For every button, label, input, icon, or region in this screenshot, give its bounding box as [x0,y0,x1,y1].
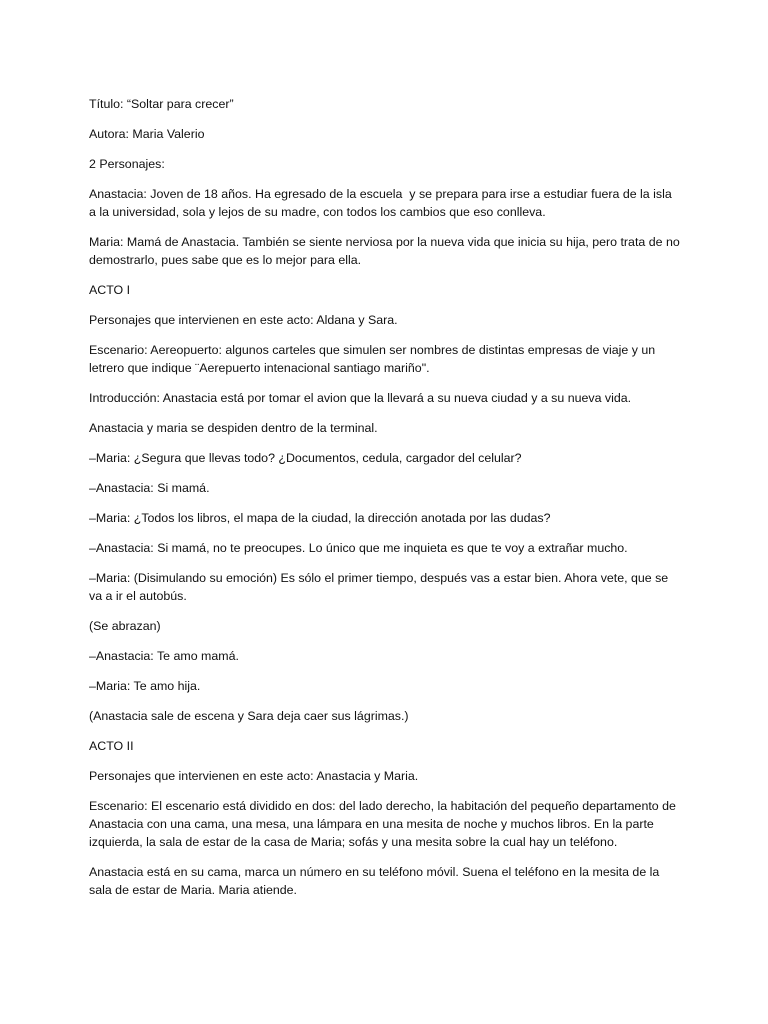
stage-setting: Escenario: El escenario está dividido en dos: del lado derecho, la habitación del pequeño departamento de Anastacia con una cama, una mesa, una lámpara en una mesita de noche y muchos libros. En la parte izquierda, la sala de estar de la casa de Maria; sofás y una mesita sobre la cual hay un teléfono. [89,799,679,849]
dialogue-line: –Maria: Te amo hija. [89,679,201,693]
act-heading: ACTO I [89,283,131,297]
document-page [89,95,684,911]
author-line: Autora: Maria Valerio [89,127,205,141]
character-anastacia: Anastacia: Joven de 18 años. Ha egresado de la escuela y se prepara para irse a estudiar fuera de la isla a la universidad, sola y lejos de su madre, con todos los cambios que eso conlleva. [89,187,676,219]
dialogue-line: –Maria: ¿Todos los libros, el mapa de la ciudad, la dirección anotada por las dudas? [89,511,551,525]
act-heading: ACTO II [89,739,134,753]
dialogue-line: –Maria: ¿Segura que llevas todo? ¿Documentos, cedula, cargador del celular? [89,451,522,465]
dialogue-line: –Anastacia: Te amo mamá. [89,649,239,663]
dialogue-line: –Anastacia: Si mamá. [89,481,210,495]
act-characters: Personajes que intervienen en este acto: Aldana y Sara. [89,313,398,327]
stage-direction: (Anastacia sale de escena y Sara deja caer sus lágrimas.) [89,709,409,723]
characters-heading: 2 Personajes: [89,157,165,171]
character-maria: Maria: Mamá de Anastacia. También se siente nerviosa por la nueva vida que inicia su hija, pero trata de no demostrarlo, pues sabe que es lo mejor para ella. [89,235,684,267]
title-line: Título: “Soltar para crecer” [89,97,234,111]
stage-direction: (Se abrazan) [89,619,161,633]
stage-direction: Anastacia y maria se despiden dentro de la terminal. [89,421,378,435]
dialogue-line: –Anastacia: Si mamá, no te preocupes. Lo único que me inquieta es que te voy a extrañar mucho. [89,541,628,555]
stage-setting: Escenario: Aereopuerto: algunos carteles que simulen ser nombres de distintas empresas de viaje y un letrero que indique ¨Aerepuerto intenacional santiago mariño". [89,343,659,375]
introduction: Introducción: Anastacia está por tomar el avion que la llevará a su nueva ciudad y a su nueva vida. [89,391,632,405]
act-characters: Personajes que intervienen en este acto: Anastacia y Maria. [89,769,419,783]
dialogue-line: –Maria: (Disimulando su emoción) Es sólo el primer tiempo, después vas a estar bien. Ahora vete, que se va a ir el autobús. [89,571,672,603]
stage-direction: Anastacia está en su cama, marca un número en su teléfono móvil. Suena el teléfono en la mesita de la sala de estar de Maria. Maria atiende. [89,865,663,897]
